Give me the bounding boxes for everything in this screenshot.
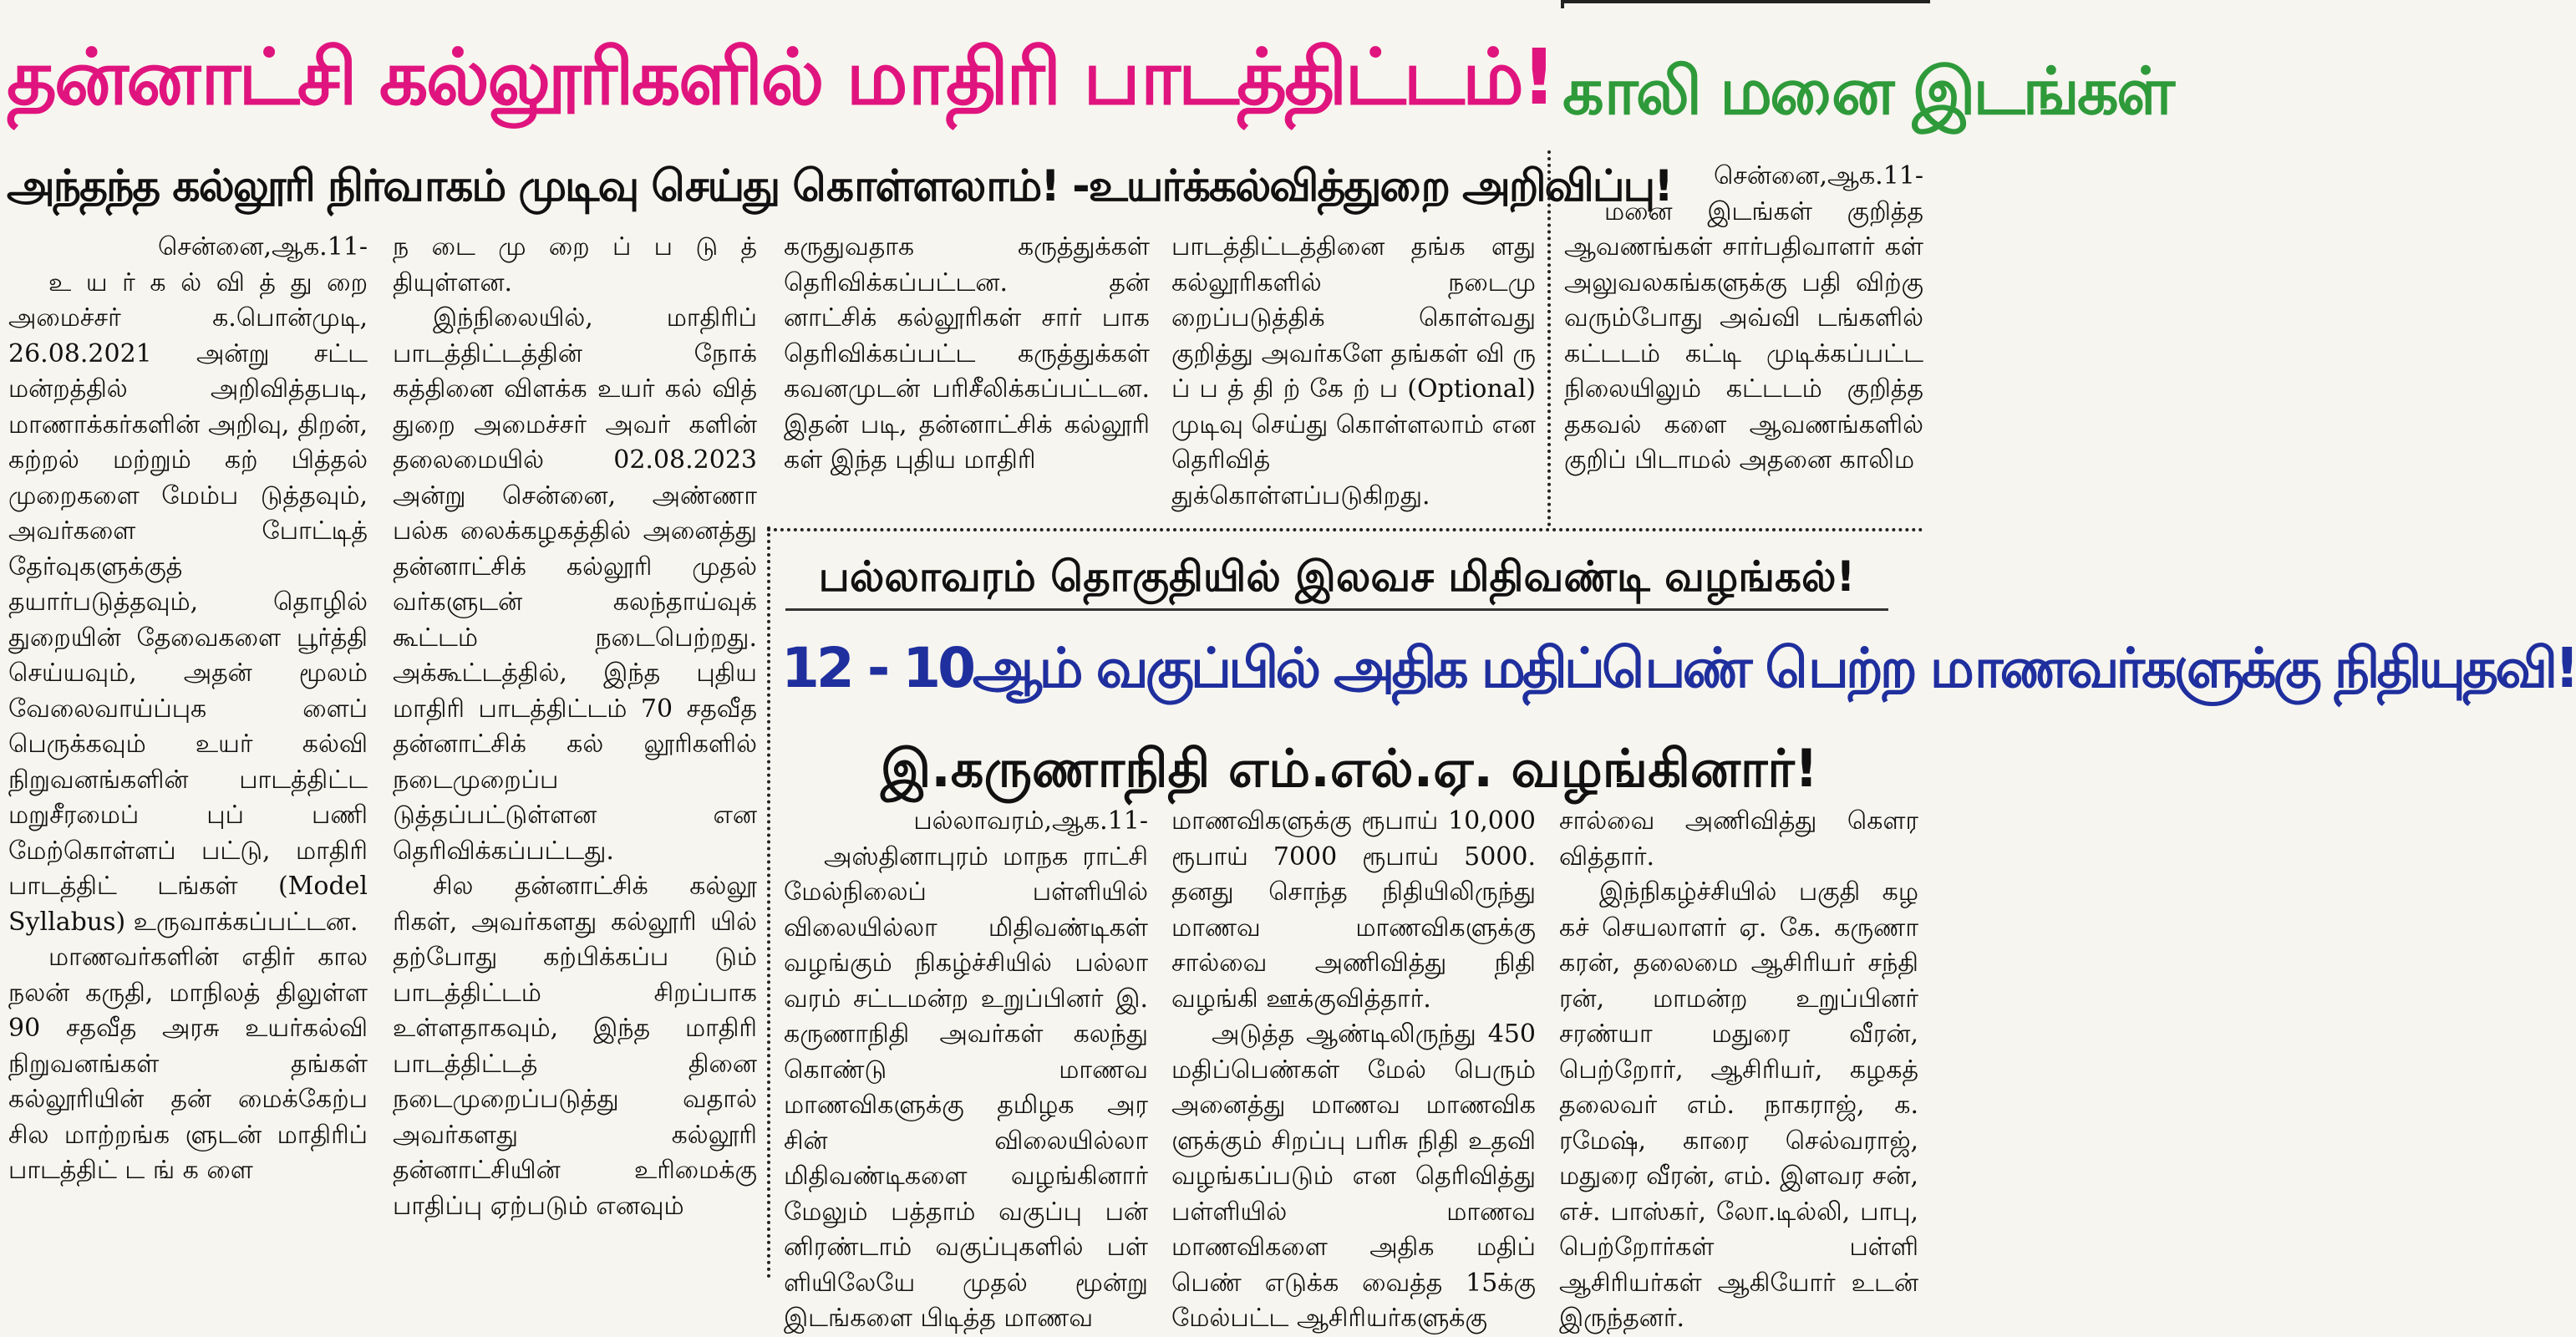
main-subheadline: அந்தந்த கல்லூரி நிர்வாகம் முடிவு செய்து கொள்ளலாம்! -உயர்க்கல்வித்துறை அறிவிப்பு! bbox=[7, 161, 1672, 211]
separator-story2-top bbox=[767, 528, 1923, 531]
story1-col2-paragraph-2: இந்நிலையில், மாதிரிப் பாடத்திட்டத்தின் நோக் கத்தினை விளக்க உயர் கல் வித் துறை அமைச்சர் அவர் களின் தலைமையில் 02.08.2023 அன்று சென்னை, அண்ணா பல்க லைக்கழகத்தில் அனைத்து தன்னாட்சிக் கல்லூரி முதல் வர்களுடன் கலந்தாய்வுக் கூட்டம் நடைபெற்றது. அக்கூட்டத்தில், இந்த புதிய மாதிரி பாடத்திட்டம் 70 சதவீத தன்னாட்சிக் கல் லூரிகளில் நடைமுறைப்ப டுத்தப்பட்டுள்ளன என தெரிவிக்கப்பட்டது. bbox=[393, 303, 757, 866]
story1-col1-paragraph-2: மாணவர்களின் எதிர் கால நலன் கருதி, மாநிலத் திலுள்ள 90 சதவீத அரசு உயர்கல்வி நிறுவனங்கள் தங்கள் கல்லூரியின் தன் மைக்கேற்ப சில மாற்றங்க ளுடன் மாதிரிப் பாடத்திட் ட ங் க ளை bbox=[8, 943, 368, 1185]
story1-col3-paragraph: கருதுவதாக கருத்துக்கள் தெரிவிக்கப்பட்டன. தன் னாட்சிக் கல்லூரிகள் சார் பாக தெரிவிக்கப்பட்ட கருத்துக்கள் கவனமுடன் பரிசீலிக்கப்பட்டன. இதன் படி, தன்னாட்சிக் கல்லூரி கள் இந்த புதிய மாதிரி bbox=[784, 232, 1150, 475]
story2-subheadline: இ.கருணாநிதி எம்.எல்.ஏ. வழங்கினார்! bbox=[880, 738, 1819, 799]
story2-col3-paragraph-2: இந்நிகழ்ச்சியில் பகுதி கழ கச் செயலாளர் ஏ. கே. கருணா கரன், தலைமை ஆசிரியர் சந்தி ரன், மாமன்ற உறுப்பினர் சரண்யா மதுரை வீரன், பெற்றோர், ஆசிரியர், கழகத் தலைவர் எம். நாகராஜ், க. ரமேஷ், காரை செல்வராஜ், மதுரை வீரன், எம். இளவர சன், எச். பாஸ்கர், லோ.டில்லி, பாபு, பெற்றோர்கள் பள்ளி ஆசிரியர்கள் ஆகியோர் உடன் இருந்தனர். bbox=[1559, 877, 1918, 1333]
story1-dateline: சென்னை,ஆக.11- bbox=[157, 232, 368, 262]
story2-col3-paragraph-1: சால்வை அணிவித்து கௌர வித்தார். bbox=[1559, 806, 1918, 872]
story2-col2-paragraph-1: மாணவிகளுக்கு ரூபாய் 10,000 ரூபாய் 7000 ரூபாய் 5000. தனது சொந்த நிதியிலிருந்து மாணவ மாணவிகளுக்கு சால்வை அணிவித்து நிதி வழங்கி ஊக்குவித்தார். bbox=[1171, 806, 1536, 1014]
right-story-column bbox=[1564, 159, 1923, 526]
story1-column-2 bbox=[393, 230, 757, 1270]
right-story-top-rule bbox=[1562, 0, 1930, 10]
story1-col2-paragraph-3: சில தன்னாட்சிக் கல்லூ ரிகள், அவர்களது கல்லூரி யில் தற்போது கற்பிக்கப்ப டும் பாடத்திட்டம் சிறப்பாக உள்ளதாகவும், இந்த மாதிரி பாடத்திட்டத் தினை நடைமுறைப்படுத்து வதால் அவர்களது கல்லூரி தன்னாட்சியின் உரிமைக்கு பாதிப்பு ஏற்படும் எனவும் bbox=[393, 872, 757, 1221]
right-story-headline: காலி மனை இடங்கள் bbox=[1562, 54, 2173, 130]
story2-kicker-rule bbox=[785, 608, 1888, 611]
story2-kicker: பல்லாவரம் தொகுதியில் இலவச மிதிவண்டி வழங்கல்! bbox=[818, 552, 1856, 601]
story2-column-2 bbox=[1171, 804, 1536, 1333]
story1-column-4 bbox=[1171, 230, 1536, 514]
separator-story1-story2 bbox=[767, 526, 770, 1279]
main-headline: தன்னாட்சி கல்லூரிகளில் மாதிரி பாடத்திட்டம்! bbox=[7, 33, 1554, 122]
story2-column-1 bbox=[784, 804, 1148, 1333]
story2-column-3 bbox=[1559, 804, 1918, 1333]
right-story-dateline: சென்னை,ஆக.11- bbox=[1713, 161, 1923, 191]
story1-col1-paragraph: உ ய ர் க ல் வி த் து றை அமைச்சர் க.பொன்முடி, 26.08.2021 அன்று சட்ட மன்றத்தில் அறிவித்தபடி, மாணாக்கர்களின் அறிவு, திறன், கற்றல் மற்றும் கற் பித்தல் முறைகளை மேம்ப டுத்தவும், அவர்களை போட்டித் தேர்வுகளுக்குத் தயார்படுத்தவும், தொழில் துறையின் தேவைகளை பூர்த்தி செய்யவும், அதன் மூலம் வேலைவாய்ப்புக ளைப் பெருக்கவும் உயர் கல்வி நிறுவனங்களின் பாடத்திட்ட மறுசீரமைப் புப் பணி மேற்கொள்ளப் பட்டு, மாதிரி பாடத்திட் டங்கள் (Model Syllabus) உருவாக்கப்பட்டன. bbox=[8, 267, 368, 937]
right-story-body: மனை இடங்கள் குறித்த ஆவணங்கள் சார்பதிவாளர் கள் அலுவலகங்களுக்கு பதி விற்கு வரும்போது அவ்வி டங்களில் கட்டடம் கட்டி முடிக்கப்பட்ட நிலையிலும் கட்டடம் குறித்த தகவல் களை ஆவணங்களில் குறிப் பிடாமல் அதனை காலிம bbox=[1564, 196, 1923, 475]
story1-column-3 bbox=[784, 230, 1150, 514]
story2-col1-paragraph: அஸ்தினாபுரம் மாநக ராட்சி மேல்நிலைப் பள்ளியில் விலையில்லா மிதிவண்டிகள் வழங்கும் நிகழ்ச்சியில் பல்லா வரம் சட்டமன்ற உறுப்பினர் இ. கருணாநிதி அவர்கள் கலந்து கொண்டு மாணவ மாணவிகளுக்கு தமிழக அர சின் விலையில்லா மிதிவண்டிகளை வழங்கினார் மேலும் பத்தாம் வகுப்பு பன் னிரண்டாம் வகுப்புகளில் பள் ளியிலேயே முதல் மூன்று இடங்களை பிடித்த மாணவ bbox=[784, 841, 1148, 1333]
story1-column-1 bbox=[8, 230, 368, 1270]
right-story-top-corner bbox=[1561, 0, 1564, 8]
story2-headline: 12 - 10ஆம் வகுப்பில் அதிக மதிப்பெண் பெற்ற மாணவர்களுக்கு நிதியுதவி! bbox=[781, 636, 2576, 700]
story2-dateline: பல்லாவரம்,ஆக.11- bbox=[913, 806, 1148, 836]
story2-col2-paragraph-2: அடுத்த ஆண்டிலிருந்து 450 மதிப்பெண்கள் மேல் பெரும் அனைத்து மாணவ மாணவிக ளுக்கும் சிறப்பு பரிசு நிதி உதவி வழங்கப்படும் என தெரிவித்து பள்ளியில் மாணவ மாணவிகளை அதிக மதிப் பெண் எடுக்க வைத்த 15க்கு மேல்பட்ட ஆசிரியர்களுக்கு bbox=[1171, 1019, 1536, 1333]
story1-col2-paragraph-1: ந டை மு றை ப் ப டு த் தியுள்ளன. bbox=[393, 232, 757, 297]
story1-col4-paragraph: பாடத்திட்டத்தினை தங்க ளது கல்லூரிகளில் நடைமு றைப்படுத்திக் கொள்வது குறித்து அவர்களே தங்கள் வி ரு ப் ப த் தி ற் கே ற் ப (Optional) முடிவு செய்து கொள்ளலாம் என தெரிவித் துக்கொள்ளப்படுகிறது. bbox=[1171, 232, 1536, 511]
separator-main-right bbox=[1547, 150, 1551, 526]
